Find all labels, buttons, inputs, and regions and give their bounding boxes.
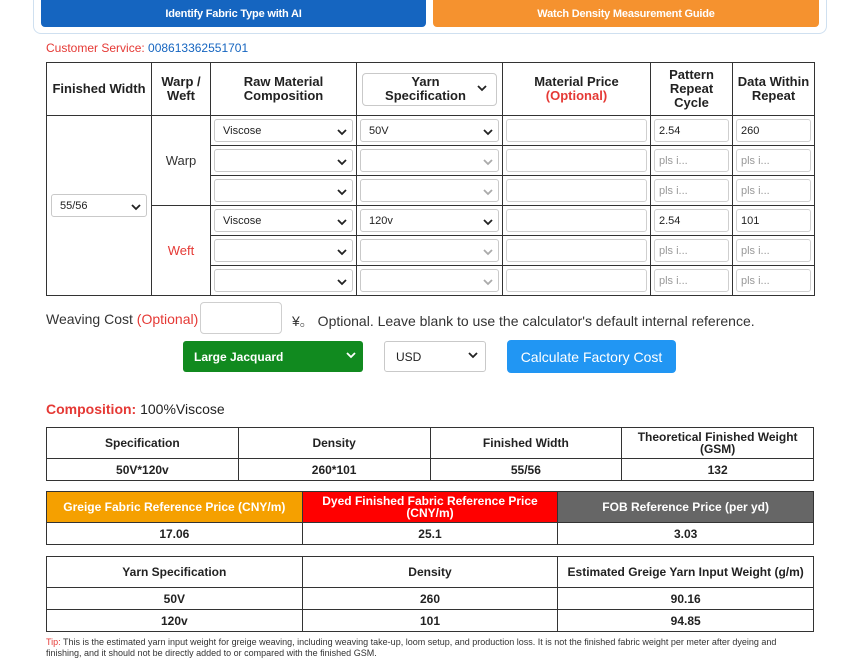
weft-yarn-select[interactable] — [360, 269, 499, 292]
weft-price-input[interactable] — [506, 269, 647, 292]
tip-label: Tip: — [46, 637, 61, 647]
chevron-down-icon — [130, 201, 140, 211]
summary-header: Theoretical Finished Weight (GSM) — [622, 428, 814, 459]
chevron-down-icon — [336, 276, 346, 286]
summary-table — [46, 427, 814, 481]
summary-value: 260*101 — [238, 459, 430, 481]
identify-fabric-ai-button[interactable]: Identify Fabric Type with AI — [41, 0, 426, 27]
header-finished-width: Finished Width — [47, 63, 152, 116]
greige-price-header: Greige Fabric Reference Price (CNY/m) — [47, 492, 303, 523]
weft-cycle-input[interactable]: 2.54 — [654, 209, 729, 232]
dyed-price-header: Dyed Finished Fabric Reference Price (CNY/m) — [302, 492, 558, 523]
yarn-weight-table — [46, 556, 814, 632]
weft-material-select[interactable] — [214, 239, 353, 262]
warp-price-input[interactable] — [506, 179, 647, 202]
yarn-table-header: Density — [302, 557, 558, 588]
header-material-price: Material Price (Optional) — [503, 63, 651, 116]
greige-price-value: 17.06 — [47, 523, 303, 545]
summary-value: 132 — [622, 459, 814, 481]
tip-note — [46, 637, 806, 659]
weft-cycle-input[interactable]: pls i... — [654, 239, 729, 262]
calculate-factory-cost-button[interactable]: Calculate Factory Cost — [507, 340, 676, 373]
warp-cycle-input[interactable]: 2.54 — [654, 119, 729, 142]
warp-yarn-select[interactable] — [360, 179, 499, 202]
warp-material-select[interactable]: Viscose — [214, 119, 353, 142]
warp-label: Warp — [152, 116, 211, 206]
weft-yarn-select[interactable]: 120v — [360, 209, 499, 232]
yarn-spec-header-label: Yarn Specification — [385, 74, 466, 103]
composition-label: Composition: — [46, 401, 137, 417]
header-warp-weft: Warp / Weft — [152, 63, 211, 116]
fob-price-value: 3.03 — [558, 523, 814, 545]
weft-material-select[interactable] — [214, 269, 353, 292]
warp-material-select[interactable] — [214, 179, 353, 202]
finished-width-select[interactable]: 55/56 — [51, 194, 147, 217]
fabric-input-table — [46, 62, 815, 296]
weaving-cost-label: Weaving Cost (Optional) — [46, 311, 199, 327]
summary-value: 55/56 — [430, 459, 622, 481]
weft-data-input[interactable]: pls i... — [736, 269, 811, 292]
customer-service-phone[interactable]: 008613362551701 — [148, 41, 249, 55]
warp-price-input[interactable] — [506, 119, 647, 142]
composition-value: 100%Viscose — [140, 401, 225, 417]
chevron-down-icon — [482, 246, 492, 256]
dyed-price-value: 25.1 — [302, 523, 558, 545]
chevron-down-icon — [336, 216, 346, 226]
weft-data-input[interactable]: 101 — [736, 209, 811, 232]
chevron-down-icon — [345, 349, 357, 364]
chevron-down-icon — [482, 216, 492, 226]
price-table — [46, 491, 814, 545]
weft-cycle-input[interactable]: pls i... — [654, 269, 729, 292]
warp-data-input[interactable]: pls i... — [736, 179, 811, 202]
summary-header: Specification — [47, 428, 239, 459]
summary-value: 50V*120v — [47, 459, 239, 481]
chevron-down-icon — [336, 126, 346, 136]
density-guide-button[interactable]: Watch Density Measurement Guide — [433, 0, 819, 27]
warp-data-input[interactable]: pls i... — [736, 149, 811, 172]
weft-yarn-select[interactable] — [360, 239, 499, 262]
summary-header: Finished Width — [430, 428, 622, 459]
chevron-down-icon — [482, 276, 492, 286]
warp-material-select[interactable] — [214, 149, 353, 172]
weft-price-input[interactable] — [506, 209, 647, 232]
warp-cycle-input[interactable]: pls i... — [654, 149, 729, 172]
header-data-within: Data Within Repeat — [733, 63, 815, 116]
weft-price-input[interactable] — [506, 239, 647, 262]
yarn-table-header: Yarn Specification — [47, 557, 303, 588]
currency-select[interactable]: USD — [384, 341, 486, 372]
chevron-down-icon — [482, 126, 492, 136]
customer-service — [46, 41, 248, 55]
weave-type-select[interactable]: Large Jacquard — [183, 341, 363, 372]
chevron-down-icon — [476, 82, 488, 97]
warp-data-input[interactable]: 260 — [736, 119, 811, 142]
weaving-cost-input[interactable] — [200, 302, 282, 334]
header-raw-material: Raw Material Composition — [211, 63, 357, 116]
weaving-cost-note: ¥。 Optional. Leave blank to use the calculator's default internal reference. — [292, 313, 755, 329]
chevron-down-icon — [482, 156, 492, 166]
summary-header: Density — [238, 428, 430, 459]
chevron-down-icon — [336, 186, 346, 196]
weft-label: Weft — [152, 206, 211, 296]
table-row: 120v 101 94.85 — [47, 610, 814, 632]
composition — [46, 401, 225, 417]
fob-price-header: FOB Reference Price (per yd) — [558, 492, 814, 523]
weft-material-select[interactable]: Viscose — [214, 209, 353, 232]
warp-yarn-select[interactable] — [360, 149, 499, 172]
warp-price-input[interactable] — [506, 149, 647, 172]
chevron-down-icon — [482, 186, 492, 196]
yarn-table-header: Estimated Greige Yarn Input Weight (g/m) — [558, 557, 814, 588]
warp-yarn-select[interactable]: 50V — [360, 119, 499, 142]
chevron-down-icon — [467, 349, 479, 364]
header-pattern-repeat: Pattern Repeat Cycle — [651, 63, 733, 116]
chevron-down-icon — [336, 156, 346, 166]
weft-data-input[interactable]: pls i... — [736, 239, 811, 262]
table-row: 50V 260 90.16 — [47, 588, 814, 610]
warp-cycle-input[interactable]: pls i... — [654, 179, 729, 202]
yarn-spec-header-select[interactable] — [362, 73, 497, 106]
chevron-down-icon — [336, 246, 346, 256]
tip-text: This is the estimated yarn input weight for greige weaving, including weaving take-up, loom setup, and production loss. It is not the finished fabric weight per meter after dyeing and finishing, and it should not be directly added to or compared with the finished GSM. — [46, 637, 777, 658]
customer-service-label: Customer Service: — [46, 41, 149, 55]
